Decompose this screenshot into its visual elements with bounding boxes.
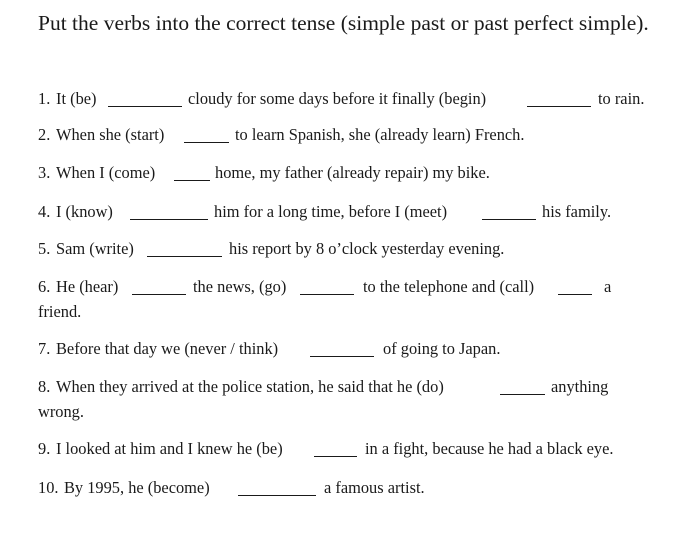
exercise-text: in a fight, because he had a black eye. [365,439,614,458]
answer-blank[interactable] [314,456,357,457]
exercise-number: 3. [38,163,51,182]
exercise-text: He (hear) [56,277,119,296]
exercise-text: When I (come) [56,163,156,182]
exercise-number: 4. [38,202,51,221]
exercise-number: 2. [38,125,51,144]
exercise-text: Before that day we (never / think) [56,339,279,358]
exercise-text: cloudy for some days before it finally (begin) [188,89,487,108]
exercise-number: 10. [38,478,59,497]
answer-blank[interactable] [108,106,182,107]
exercise-text: When she (start) [56,125,165,144]
exercise-text: to rain. [598,89,645,108]
answer-blank[interactable] [310,356,374,357]
exercise-text: By 1995, he (become) [64,478,210,497]
exercise-text: Sam (write) [56,239,134,258]
answer-blank[interactable] [527,106,591,107]
exercise-text: When they arrived at the police station, he said that he (do) [56,377,444,396]
worksheet-title: Put the verbs into the correct tense (simple past or past perfect simple). [38,11,649,35]
exercise-text: friend. [38,302,82,321]
answer-blank[interactable] [558,294,592,295]
answer-blank[interactable] [184,142,229,143]
answer-blank[interactable] [238,495,316,496]
exercise-text: I (know) [56,202,113,221]
exercise-number: 9. [38,439,51,458]
exercise-number: 1. [38,89,51,108]
exercise-text: anything [551,377,609,396]
exercise-text: his report by 8 o’clock yesterday evening. [229,239,505,258]
answer-blank[interactable] [147,256,222,257]
exercise-text: It (be) [56,89,97,108]
answer-blank[interactable] [174,180,210,181]
exercise-number: 8. [38,377,51,396]
answer-blank[interactable] [130,219,208,220]
exercise-text: wrong. [38,402,84,421]
answer-blank[interactable] [482,219,536,220]
exercise-number: 6. [38,277,51,296]
exercise-text: the news, (go) [193,277,287,296]
exercise-number: 7. [38,339,51,358]
exercise-text: to learn Spanish, she (already learn) French. [235,125,525,144]
exercise-text: a [604,277,612,296]
exercise-text: him for a long time, before I (meet) [214,202,448,221]
answer-blank[interactable] [500,394,545,395]
exercise-text: a famous artist. [324,478,425,497]
exercise-text: his family. [542,202,612,221]
exercise-text: of going to Japan. [383,339,501,358]
exercise-text: to the telephone and (call) [363,277,535,296]
exercise-text: home, my father (already repair) my bike. [215,163,490,182]
answer-blank[interactable] [300,294,354,295]
exercise-text: I looked at him and I knew he (be) [56,439,283,458]
exercise-number: 5. [38,239,51,258]
answer-blank[interactable] [132,294,186,295]
